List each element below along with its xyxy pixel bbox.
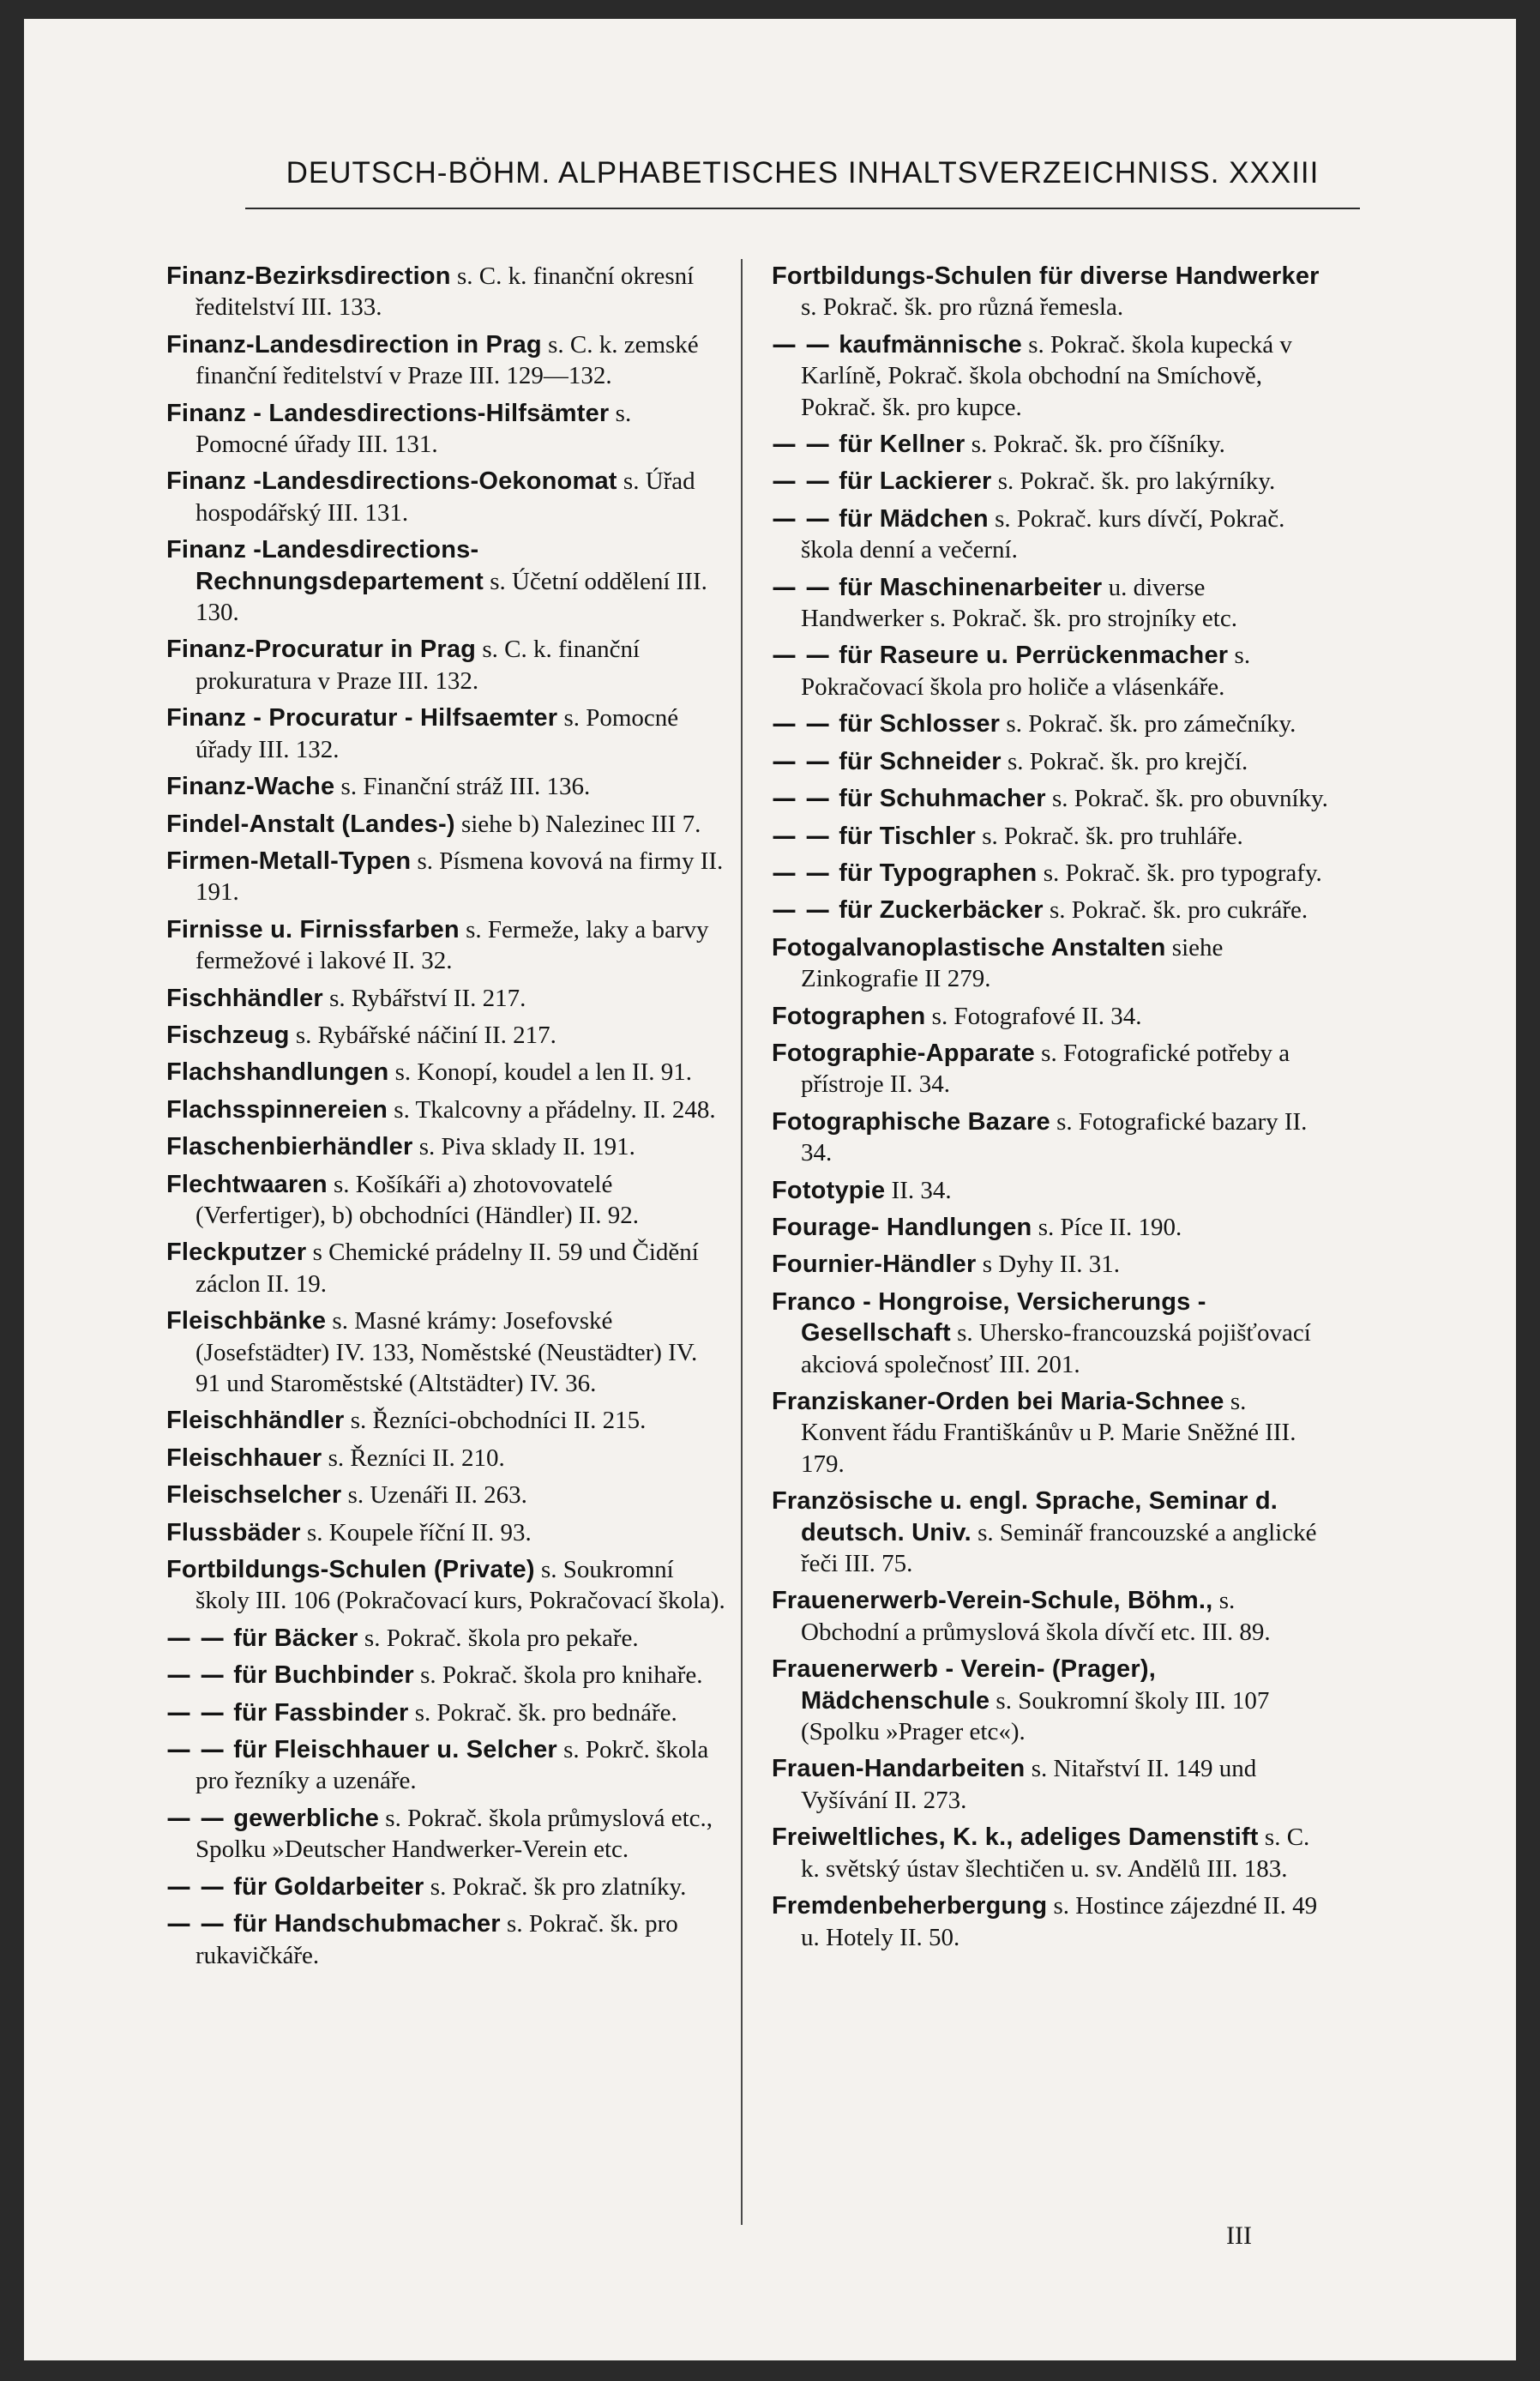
- entry-term: Fototypie: [772, 1176, 886, 1204]
- entry-term: Finanz-Procuratur in Prag: [166, 636, 477, 664]
- ditto-dash: — —: [166, 1871, 234, 1901]
- entry-term: Finanz -Landesdirections-Rechnungsdepartement: [166, 536, 484, 595]
- entry-reference: s. Pomocné úřady III. 131.: [196, 399, 632, 459]
- entry-reference: u. diverse Handwerker s. Pokrač. šk. pro strojníky etc.: [801, 573, 1237, 633]
- entry-reference: s. Pokrač. šk. pro zámečníky.: [1000, 710, 1296, 738]
- entry-reference: s. Soukromní školy III. 107 (Spolku »Prager etc«).: [801, 1686, 1270, 1746]
- entry-reference: s. Úřad hospodářský III. 131.: [196, 467, 695, 527]
- entry-term: für Fassbinder: [233, 1698, 409, 1727]
- entry-reference: s. Pokrač. šk. pro truhláře.: [976, 822, 1243, 850]
- index-entry: [772, 1175, 1331, 1206]
- column-divider: [741, 259, 743, 2225]
- entry-term: Fleischbänke: [166, 1307, 327, 1335]
- entry-reference: s. Účetní oddělení III. 130.: [196, 567, 707, 627]
- ditto-dash: — —: [772, 329, 839, 359]
- entry-reference: s. Pokrač. škola kupecká v Karlíně, Pokrač. škola obchodní na Smíchově, Pokrač. šk. pro kupce.: [801, 330, 1292, 421]
- entry-term: Flachshandlungen: [166, 1058, 389, 1087]
- entry-reference: s. Konopí, koudel a len II. 91.: [388, 1058, 692, 1087]
- entry-reference: s. Obchodní a průmyslová škola dívčí etc. III. 89.: [801, 1587, 1271, 1646]
- entry-term: für Schneider: [839, 747, 1002, 775]
- entry-reference: s. Hostince zájezdné II. 49 u. Hotely II. 50.: [801, 1892, 1318, 1951]
- index-entry: [166, 809, 725, 840]
- entry-term: Flaschenbierhändler: [166, 1133, 413, 1161]
- entry-term: Frauenerwerb - Verein- (Prager), Mädchenschule: [772, 1655, 1156, 1715]
- ditto-dash: — —: [772, 503, 839, 533]
- entry-term: für Typographen: [839, 859, 1038, 887]
- entry-term: Finanz -Landesdirections-Oekonomat: [166, 467, 617, 496]
- entry-reference: s. Soukromní školy III. 106 (Pokračovací kurs, Pokračovací škola).: [196, 1556, 725, 1615]
- entry-term: für Handschubmacher: [233, 1910, 501, 1938]
- index-entry: [772, 1287, 1331, 1380]
- entry-reference: s. Pokrač. šk. pro obuvníky.: [1045, 785, 1328, 813]
- entry-term: gewerbliche: [233, 1804, 380, 1832]
- entry-term: für Kellner: [839, 431, 966, 459]
- ditto-dash: — —: [772, 857, 839, 887]
- entry-term: Fortbildungs-Schulen (Private): [166, 1556, 535, 1584]
- entry-term: Fleischhauer: [166, 1444, 322, 1472]
- entry-reference: s. Pokrač. šk. pro různá řemesla.: [801, 293, 1124, 322]
- entry-reference: s. Pokrač. šk. pro krejčí.: [1001, 747, 1248, 775]
- entry-term: Fotographische Bazare: [772, 1107, 1050, 1136]
- entry-term: für Buchbinder: [233, 1661, 414, 1690]
- entry-reference: s. Fotografické potřeby a přístroje II. 34.: [801, 1039, 1290, 1099]
- entry-term: Franco - Hongroise, Versicherungs - Gesellschaft: [772, 1287, 1206, 1347]
- entry-reference: s. C. k. finanční prokuratura v Praze III. 132.: [196, 636, 641, 695]
- ditto-dash: — —: [166, 1802, 234, 1832]
- page-header: DEUTSCH-BÖHM. ALPHABETISCHES INHALTSVERZEICHNISS. XXXIII: [286, 156, 1320, 190]
- index-entry: [772, 858, 1331, 889]
- entry-term: Fortbildungs-Schulen für diverse Handwerker: [772, 262, 1320, 290]
- entry-reference: s Chemické prádelny II. 59 und Čidění záclon II. 19.: [196, 1239, 699, 1298]
- index-entry: [166, 634, 725, 696]
- entry-reference: s. Pokrač. šk. pro cukráře.: [1043, 896, 1308, 925]
- index-entry: [166, 534, 725, 628]
- ditto-dash: — —: [772, 571, 839, 601]
- ditto-dash: — —: [772, 708, 839, 738]
- entry-reference: s. C. k. světský ústav šlechtičen u. sv. Andělů III. 183.: [801, 1823, 1310, 1883]
- index-entry: [772, 1249, 1331, 1280]
- entry-reference: s Dyhy II. 31.: [976, 1251, 1120, 1279]
- entry-term: Fleckputzer: [166, 1239, 307, 1267]
- index-entry: [772, 821, 1331, 852]
- left-column: [166, 261, 725, 1977]
- entry-reference: s. Pokrač. šk pro zlatníky.: [424, 1872, 687, 1901]
- entry-reference: s. Pokračovací škola pro holiče a vlásenkáře.: [801, 642, 1251, 701]
- entry-term: für Zuckerbäcker: [839, 896, 1044, 925]
- index-entry: [166, 1554, 725, 1617]
- entry-reference: s. Pokrač. škola pro knihaře.: [413, 1661, 703, 1690]
- index-entry: [772, 572, 1331, 635]
- entry-reference: s. Seminář francouzské a anglické řeči III. 75.: [801, 1518, 1317, 1578]
- index-entry: [772, 1890, 1331, 1953]
- entry-term: Fischzeug: [166, 1021, 290, 1049]
- index-entry: [772, 1038, 1331, 1100]
- index-entry: [772, 261, 1331, 323]
- index-entry: [166, 983, 725, 1014]
- index-entry: [166, 1443, 725, 1474]
- entry-term: Fremdenbeherbergung: [772, 1892, 1048, 1920]
- entry-reference: s. Rybářské náčiní II. 217.: [289, 1021, 556, 1049]
- index-entry: [772, 1486, 1331, 1579]
- page-number: III: [1226, 2221, 1252, 2250]
- index-entry: [166, 702, 725, 765]
- index-entry: [166, 1517, 725, 1548]
- entry-term: für Tischler: [839, 822, 977, 850]
- entry-reference: s. Fotografické bazary II. 34.: [801, 1107, 1308, 1167]
- index-entry: [166, 1803, 725, 1866]
- index-entry: [772, 640, 1331, 702]
- index-entry: [166, 1872, 725, 1902]
- entry-reference: s. Finanční stráž III. 136.: [334, 773, 591, 801]
- ditto-dash: — —: [772, 429, 839, 459]
- entry-reference: s. Piva sklady II. 191.: [412, 1133, 635, 1161]
- ditto-dash: — —: [166, 1908, 234, 1938]
- index-entry: [166, 398, 725, 461]
- entry-reference: s. Pokrač. kurs dívčí, Pokrač. škola denní a večerní.: [801, 504, 1285, 564]
- ditto-dash: — —: [772, 895, 839, 925]
- header-rule: [245, 208, 1360, 209]
- entry-reference: s. Pokrač. šk. pro číšníky.: [965, 431, 1225, 459]
- index-entry: [772, 1001, 1331, 1032]
- index-entry: [166, 846, 725, 908]
- entry-reference: s. Uzenáři II. 263.: [341, 1481, 527, 1510]
- entry-reference: s. Pokrač. šk. pro bednáře.: [408, 1698, 677, 1727]
- index-entry: [166, 1623, 725, 1654]
- entry-reference: s. Pokrač. šk. pro typografy.: [1037, 859, 1322, 887]
- entry-term: für Schuhmacher: [839, 785, 1046, 813]
- entry-reference: s. Konvent řádu Františkánův u P. Marie Sněžné III. 179.: [801, 1388, 1296, 1478]
- entry-reference: s. Řezníci II. 210.: [322, 1444, 505, 1472]
- entry-term: Firmen-Metall-Typen: [166, 847, 412, 875]
- entry-term: Finanz-Landesdirection in Prag: [166, 330, 542, 359]
- entry-reference: siehe Zinkografie II 279.: [801, 933, 1224, 993]
- entry-reference: s. Pomocné úřady III. 132.: [196, 704, 679, 763]
- index-entry: [166, 1908, 725, 1971]
- index-entry: [772, 466, 1331, 497]
- index-entry: [166, 1480, 725, 1510]
- entry-reference: s. Košíkáři a) zhotovovatelé (Verfertiger), b) obchodníci (Händler) II. 92.: [196, 1170, 639, 1229]
- index-entry: [772, 503, 1331, 566]
- index-entry: [166, 1734, 725, 1797]
- entry-term: Finanz-Bezirksdirection: [166, 262, 451, 290]
- index-entry: [166, 466, 725, 528]
- index-entry: [166, 1020, 725, 1051]
- entry-reference: s. Řezníci-obchodníci II. 215.: [344, 1407, 647, 1435]
- entry-term: Finanz - Procuratur - Hilfsaemter: [166, 704, 558, 732]
- entry-reference: s. Masné krámy: Josefovské (Josefstädter) IV. 133, Noměstské (Neustädter) IV. 91 und Staroměstské (Altstädter) IV. 36.: [196, 1307, 698, 1397]
- index-entry: [166, 1697, 725, 1728]
- index-entry: [772, 895, 1331, 925]
- entry-term: für Schlosser: [839, 710, 1001, 738]
- index-entry: [166, 1237, 725, 1299]
- entry-reference: s. Rybářství II. 217.: [322, 984, 526, 1012]
- ditto-dash: — —: [772, 783, 839, 813]
- entry-term: für Raseure u. Perrückenmacher: [839, 642, 1229, 670]
- entry-reference: s. Pokrač. škola pro pekaře.: [358, 1624, 639, 1652]
- index-entry: [166, 1405, 725, 1436]
- entry-term: Findel-Anstalt (Landes-): [166, 810, 455, 838]
- index-entry: [772, 1753, 1331, 1816]
- entry-reference: s. Pokrač. šk. pro lakýrníky.: [991, 467, 1276, 496]
- index-entry: [772, 329, 1331, 423]
- entry-term: kaufmännische: [839, 330, 1022, 359]
- index-entry: [166, 1057, 725, 1088]
- index-entry: [772, 783, 1331, 814]
- index-entry: [166, 1094, 725, 1125]
- entry-reference: s. Uhersko-francouzská pojišťovací akciová společnosť III. 201.: [801, 1319, 1311, 1378]
- entry-term: Firnisse u. Firnissfarben: [166, 915, 460, 943]
- entry-term: Flachsspinnereien: [166, 1095, 388, 1124]
- right-column: [772, 261, 1331, 1959]
- entry-term: Fleischselcher: [166, 1481, 342, 1510]
- entry-term: für Goldarbeiter: [233, 1872, 424, 1901]
- entry-reference: s. Pokrč. škola pro řezníky a uzenáře.: [196, 1736, 709, 1795]
- entry-term: für Bäcker: [233, 1624, 358, 1652]
- index-entry: [772, 1386, 1331, 1480]
- ditto-dash: — —: [772, 745, 839, 775]
- entry-reference: siehe b) Nalezinec III 7.: [454, 810, 701, 838]
- index-entry: [166, 1660, 725, 1691]
- index-entry: [166, 1131, 725, 1162]
- index-entry: [772, 1654, 1331, 1747]
- entry-term: Fotogalvanoplastische Anstalten: [772, 933, 1166, 961]
- entry-term: Frauen-Handarbeiten: [772, 1755, 1026, 1783]
- entry-term: für Lackierer: [839, 467, 992, 496]
- entry-reference: s. Pokrač. škola průmyslová etc., Spolku »Deutscher Handwerker-Verein etc.: [196, 1804, 713, 1864]
- entry-reference: s. Písmena kovová na firmy II. 191.: [196, 847, 724, 907]
- index-entry: [772, 1106, 1331, 1169]
- index-entry: [166, 1169, 725, 1232]
- entry-reference: s. C. k. finanční okresní ředitelství III. 133.: [196, 262, 695, 322]
- entry-term: für Fleischhauer u. Selcher: [233, 1736, 557, 1764]
- index-entry: [772, 708, 1331, 739]
- index-entry: [166, 329, 725, 392]
- index-entry: [772, 746, 1331, 777]
- ditto-dash: — —: [772, 640, 839, 670]
- index-entry: [772, 1822, 1331, 1884]
- index-entry: [166, 771, 725, 802]
- index-entry: [772, 1585, 1331, 1648]
- index-entry: [772, 932, 1331, 995]
- entry-term: für Mädchen: [839, 504, 989, 533]
- entry-reference: II. 34.: [885, 1176, 952, 1204]
- entry-reference: s. Tkalcovny a přádelny. II. 248.: [388, 1095, 716, 1124]
- index-entry: [166, 1305, 725, 1399]
- entry-term: Französische u. engl. Sprache, Seminar d. deutsch. Univ.: [772, 1487, 1278, 1546]
- entry-term: Fotographen: [772, 1002, 926, 1030]
- entry-term: Fournier-Händler: [772, 1251, 977, 1279]
- entry-term: Flussbäder: [166, 1518, 301, 1546]
- index-entry: [166, 261, 725, 323]
- entry-reference: s. C. k. zemské finanční ředitelství v Praze III. 129—132.: [196, 330, 699, 390]
- entry-term: Frauenerwerb-Verein-Schule, Böhm.,: [772, 1587, 1213, 1615]
- index-entry: [772, 1212, 1331, 1243]
- entry-reference: s. Fermeže, laky a barvy fermežové i lakové II. 32.: [196, 915, 709, 975]
- entry-reference: s. Píce II. 190.: [1032, 1213, 1182, 1241]
- index-entry: [166, 914, 725, 977]
- entry-reference: s. Pokrač. šk. pro rukavičkáře.: [196, 1910, 678, 1969]
- entry-reference: s. Nitařství II. 149 und Vyšívání II. 273.: [801, 1755, 1257, 1814]
- ditto-dash: — —: [772, 820, 839, 850]
- ditto-dash: — —: [166, 1697, 234, 1727]
- entry-term: Finanz-Wache: [166, 773, 335, 801]
- index-entry: [772, 429, 1331, 460]
- ditto-dash: — —: [166, 1734, 234, 1764]
- entry-reference: s. Koupele říční II. 93.: [300, 1518, 532, 1546]
- ditto-dash: — —: [772, 466, 839, 496]
- entry-term: Flechtwaaren: [166, 1170, 328, 1198]
- entry-term: Fleischhändler: [166, 1407, 345, 1435]
- entry-reference: s. Fotografové II. 34.: [925, 1002, 1142, 1030]
- book-page: [24, 19, 1516, 2360]
- entry-term: Fourage- Handlungen: [772, 1213, 1032, 1241]
- entry-term: Fischhändler: [166, 984, 323, 1012]
- entry-term: Franziskaner-Orden bei Maria-Schnee: [772, 1388, 1224, 1415]
- ditto-dash: — —: [166, 1622, 234, 1652]
- entry-term: Fotographie-Apparate: [772, 1039, 1035, 1067]
- entry-term: Freiweltliches, K. k., adeliges Damenstift: [772, 1823, 1259, 1852]
- entry-term: Finanz - Landesdirections-Hilfsämter: [166, 399, 610, 427]
- ditto-dash: — —: [166, 1660, 234, 1690]
- entry-term: für Maschinenarbeiter: [839, 573, 1103, 601]
